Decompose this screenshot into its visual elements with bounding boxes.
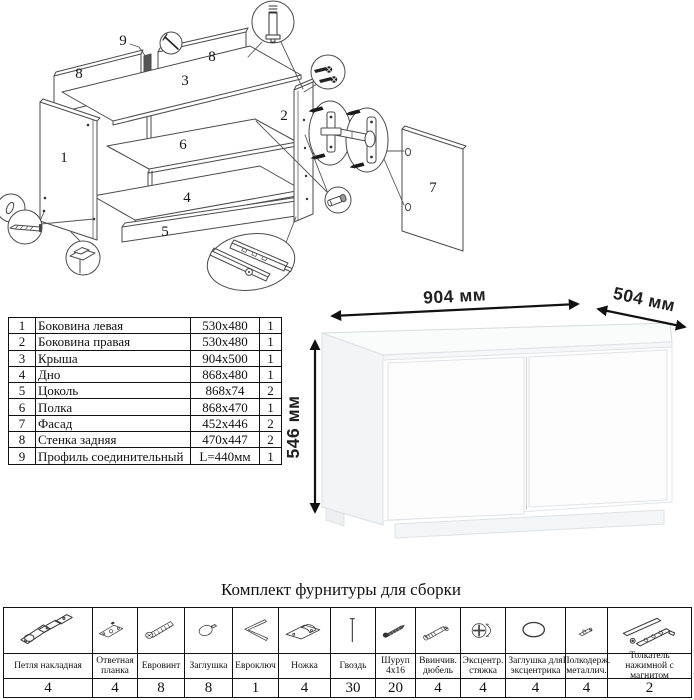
nail-icon (331, 608, 375, 654)
hardware-item (461, 608, 506, 697)
part-size: L=440мм (191, 448, 260, 464)
hardware-item-name: Полкодерж. металлич. (566, 654, 607, 679)
hardware-item (506, 608, 566, 697)
part-number: 5 (9, 383, 36, 399)
part-qty: 2 (260, 383, 282, 399)
hardware-item-qty: 4 (44, 679, 52, 696)
part-number: 3 (9, 350, 36, 366)
hardware-item-qty: 8 (204, 679, 213, 696)
label-part-5: 5 (161, 224, 169, 240)
hardware-item (138, 608, 185, 697)
hardware-item (562, 608, 611, 697)
parts-table-row (9, 432, 282, 448)
hardware-item-name: Ножка (279, 654, 330, 679)
part-size: 868x480 (191, 366, 260, 382)
part-qty: 2 (260, 432, 282, 448)
parts-table-row (9, 350, 282, 366)
callout-euro-screws (311, 55, 345, 89)
label-part-7: 7 (429, 180, 437, 196)
part-qty: 1 (260, 318, 282, 334)
part-number: 8 (9, 432, 36, 448)
part-name: Крыша (36, 350, 191, 366)
hardware-item (93, 608, 138, 697)
cap-icon (185, 608, 232, 654)
hardware-item-qty: 8 (157, 679, 165, 696)
part-shelf (107, 119, 297, 173)
hinge-icon (4, 608, 92, 654)
hardware-item (279, 608, 331, 697)
part-size: 904x500 (191, 350, 260, 366)
part-number: 1 (9, 318, 36, 334)
callout-screw (160, 32, 182, 54)
callout-foot (66, 241, 100, 275)
part-qty: 1 (260, 448, 282, 464)
callout-nail (8, 210, 42, 244)
part-size: 530x480 (191, 318, 260, 334)
label-part-3: 3 (181, 73, 189, 89)
part-size: 530x480 (191, 334, 260, 350)
callout-screw-dowel (252, 1, 294, 43)
label-part-2: 2 (280, 108, 288, 124)
parts-table-row (9, 415, 282, 431)
label-part-8-left: 8 (75, 66, 83, 82)
callout-dowel-pin (325, 187, 351, 213)
hardware-item-qty: 4 (582, 679, 591, 696)
hardware-item-qty: 1 (251, 679, 260, 696)
hardware-item (376, 608, 416, 697)
hardware-item-name: Эксцентр. стяжка (461, 654, 505, 679)
hardware-item (331, 608, 376, 697)
wood-screw-icon (376, 608, 415, 654)
part-number: 6 (9, 399, 36, 415)
hardware-item-name: Евроключ (233, 654, 278, 679)
hardware-item-name: Шуруп 4x16 (376, 654, 415, 679)
part-size: 452x446 (191, 415, 260, 431)
part-name: Цоколь (36, 383, 191, 399)
part-qty: 1 (260, 350, 282, 366)
hardware-kit-title: Комплект фурнитуры для сборки (221, 580, 461, 599)
label-part-4: 4 (183, 190, 191, 206)
part-name: Стенка задняя (36, 432, 191, 448)
hardware-item-name: Петля накладная (4, 654, 92, 679)
hex-key-icon (233, 608, 278, 654)
height-dimension: 546 мм (283, 395, 303, 459)
hardware-item-qty: 20 (388, 679, 403, 696)
hardware-item-name: Заглушка для эксцентрика (506, 654, 565, 679)
parts-table-row (9, 334, 282, 350)
hardware-item-name: Ответная планка (93, 654, 137, 679)
parts-table-row (9, 318, 282, 334)
parts-table-row (9, 448, 282, 464)
part-size: 470x447 (191, 432, 260, 448)
label-part-1: 1 (60, 150, 68, 166)
width-dimension: 904 мм (422, 284, 487, 308)
part-name: Боковина правая (36, 334, 191, 350)
part-size: 868x74 (191, 383, 260, 399)
part-name: Боковина левая (36, 318, 191, 334)
label-part-9: 9 (119, 33, 127, 49)
part-name: Профиль соединительный (36, 448, 191, 464)
parts-table-row (9, 383, 282, 399)
hardware-item (608, 608, 691, 697)
part-number: 2 (9, 334, 36, 350)
hardware-item-name: Ввинчив. дюбель (416, 654, 460, 679)
hardware-item (416, 608, 461, 697)
hardware-item (4, 608, 93, 697)
shelf-support-icon (566, 608, 607, 654)
hardware-item (185, 608, 233, 697)
part-name: Дно (36, 366, 191, 382)
hardware-item-qty: 4 (300, 679, 309, 696)
part-number: 9 (9, 448, 36, 464)
hardware-item-name: Гвоздь (331, 654, 375, 679)
mounting-plate-icon (93, 608, 137, 654)
cabinet-left-face (322, 333, 383, 525)
hardware-item-qty: 4 (479, 679, 487, 696)
parts-table (8, 317, 282, 465)
part-qty: 1 (260, 399, 282, 415)
part-name: Фасад (36, 415, 191, 431)
hardware-item-qty: 2 (645, 679, 654, 696)
cabinet-left-door (388, 357, 524, 520)
parts-table-row (9, 366, 282, 382)
cam-cap-icon (506, 608, 565, 654)
hardware-item-qty: 30 (345, 679, 361, 696)
part-qty: 1 (260, 334, 282, 350)
label-part-6: 6 (179, 137, 187, 153)
hardware-item-qty: 4 (531, 679, 540, 696)
part-name: Полка (36, 399, 191, 415)
depth-dimension: 504 мм (611, 282, 678, 316)
cam-lock-icon (461, 608, 505, 654)
hardware-item-name: Заглушка (185, 654, 232, 679)
hardware-table (3, 607, 692, 698)
part-number: 4 (9, 366, 36, 382)
part-qty: 1 (260, 366, 282, 382)
part-size: 868x470 (191, 399, 260, 415)
hardware-item (233, 608, 279, 697)
cabinet-right-door (529, 350, 667, 507)
euro-screw-icon (138, 608, 184, 654)
exploded-view-diagram (0, 1, 466, 296)
hardware-item-qty: 4 (111, 679, 119, 696)
cabinet-render (322, 323, 672, 538)
screw-dowel-icon (416, 608, 460, 654)
part-number: 7 (9, 415, 36, 431)
label-part-8-right: 8 (208, 49, 216, 65)
hardware-item-name: Евровинт (138, 654, 184, 679)
parts-table-row (9, 399, 282, 415)
hardware-item-qty: 4 (434, 679, 442, 696)
push-latch-icon (608, 608, 691, 654)
part-qty: 2 (260, 415, 282, 431)
hardware-item-name: Толкатель нажимной с магнитом (608, 654, 691, 679)
callout-push-latch (204, 228, 299, 296)
foot-icon (279, 608, 330, 654)
